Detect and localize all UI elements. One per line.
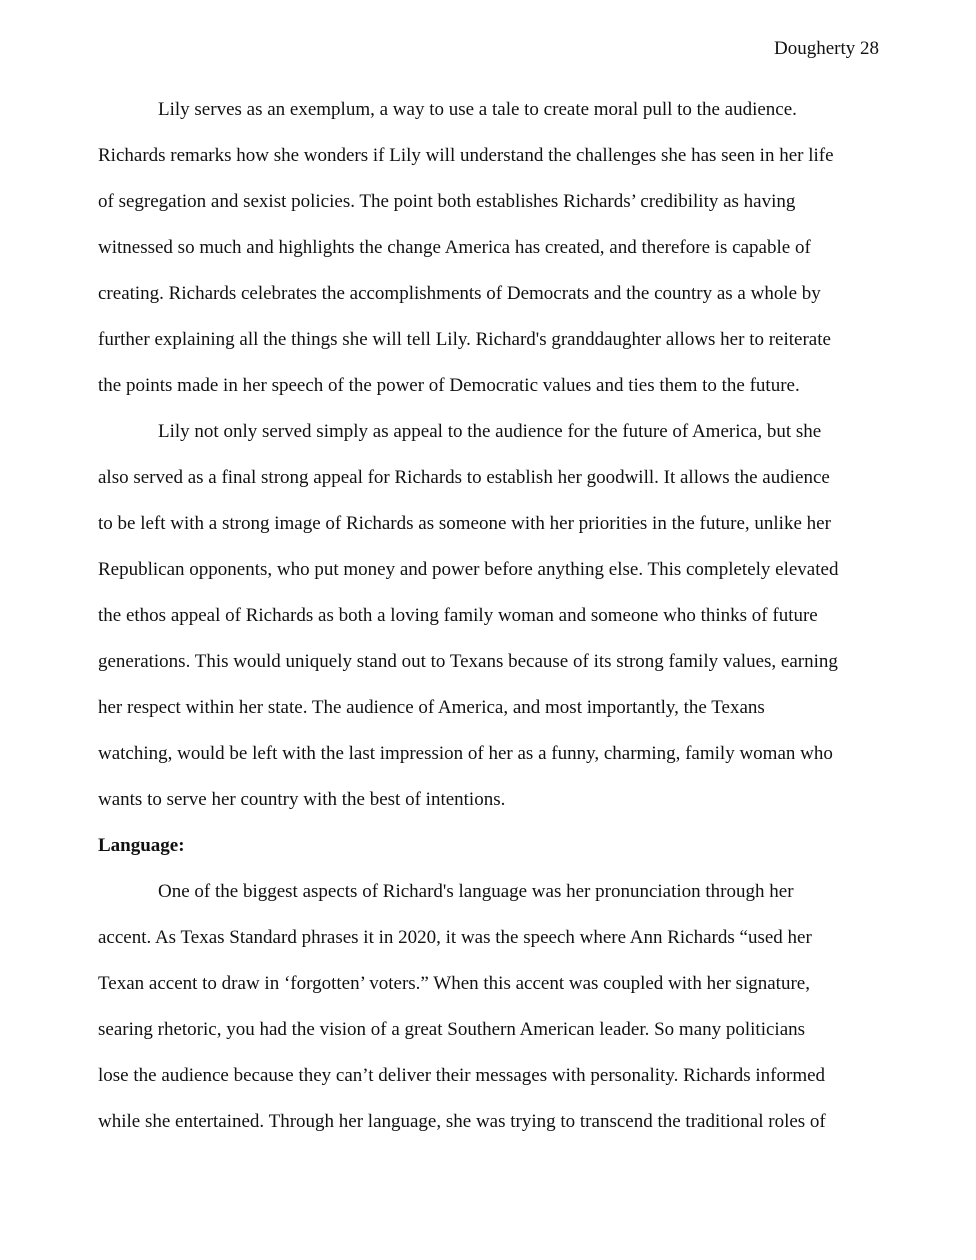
section-heading: Language: <box>98 835 185 856</box>
text-line: her respect within her state. The audience of America, and most importantly, the Texans <box>98 697 765 718</box>
text-line: Richards remarks how she wonders if Lily will understand the challenges she has seen in her life <box>98 145 834 166</box>
text-line: searing rhetoric, you had the vision of a great Southern American leader. So many politicians <box>98 1019 806 1040</box>
text-line: the ethos appeal of Richards as both a loving family woman and someone who thinks of future <box>98 605 818 626</box>
text-line: while she entertained. Through her language, she was trying to transcend the traditional roles of <box>98 1111 826 1132</box>
body-text <box>98 87 883 1145</box>
text-line: creating. Richards celebrates the accomplishments of Democrats and the country as a whole by <box>98 283 821 304</box>
text-line: Texan accent to draw in ‘forgotten’ voters.” When this accent was coupled with her signature, <box>98 973 810 994</box>
text-line: Lily serves as an exemplum, a way to use a tale to create moral pull to the audience. <box>158 99 797 120</box>
text-line: accent. As Texas Standard phrases it in 2020, it was the speech where Ann Richards “used her <box>98 927 812 948</box>
text-line: witnessed so much and highlights the change America has created, and therefore is capable of <box>98 237 811 258</box>
text-line: generations. This would uniquely stand out to Texans because of its strong family values, earning <box>98 651 838 672</box>
text-line: also served as a final strong appeal for Richards to establish her goodwill. It allows the audience <box>98 467 830 488</box>
text-line: of segregation and sexist policies. The point both establishes Richards’ credibility as having <box>98 191 796 212</box>
running-head: Dougherty 28 <box>773 38 879 59</box>
text-line: Lily not only served simply as appeal to the audience for the future of America, but she <box>158 421 822 442</box>
text-line: One of the biggest aspects of Richard's language was her pronunciation through her <box>158 881 794 902</box>
text-line: further explaining all the things she will tell Lily. Richard's granddaughter allows her to reiterate <box>98 329 831 350</box>
text-line: wants to serve her country with the best of intentions. <box>98 789 506 810</box>
text-line: to be left with a strong image of Richards as someone with her priorities in the future, unlike her <box>98 513 831 534</box>
text-line: Republican opponents, who put money and power before anything else. This completely elevated <box>98 559 839 580</box>
text-line: the points made in her speech of the power of Democratic values and ties them to the future. <box>98 375 800 396</box>
text-line: watching, would be left with the last impression of her as a funny, charming, family woman who <box>98 743 833 764</box>
text-line: lose the audience because they can’t deliver their messages with personality. Richards informed <box>98 1065 826 1086</box>
